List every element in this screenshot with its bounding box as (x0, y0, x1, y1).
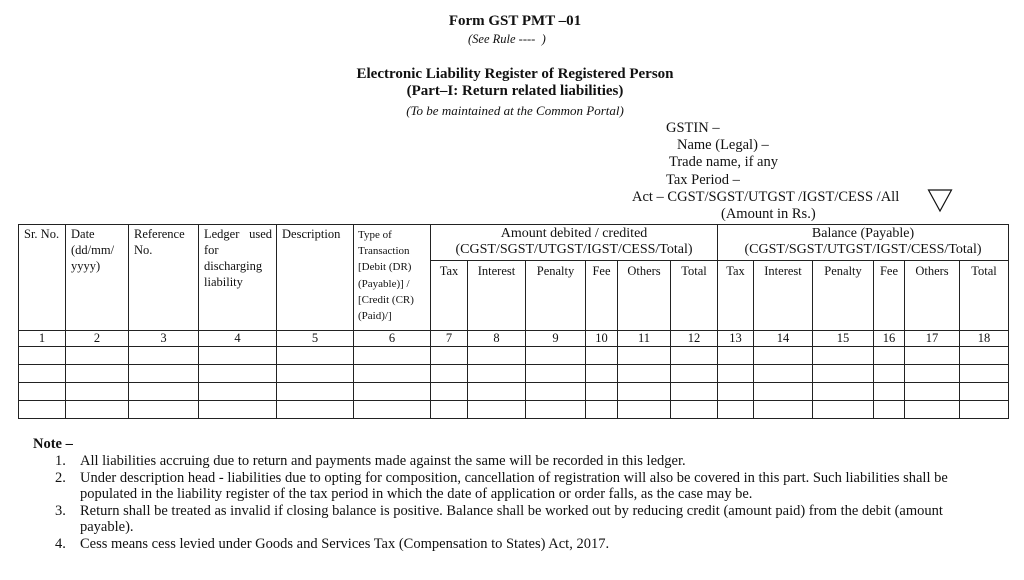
note-item (55, 470, 995, 503)
note-number: 4. (55, 535, 66, 552)
table-row (19, 347, 1009, 365)
table-row (19, 383, 1009, 401)
column-number: 6 (354, 331, 431, 347)
balance-col-interest: Interest (754, 261, 813, 331)
table-cell (19, 365, 66, 383)
table-cell (671, 365, 718, 383)
register-title-line1: Electronic Liability Register of Registered Person (356, 66, 674, 82)
amount-col-fee: Fee (586, 261, 618, 331)
balance-group-line1: Balance (Payable) (811, 226, 915, 241)
table-cell (354, 365, 431, 383)
table-cell (468, 347, 526, 365)
table-cell (468, 383, 526, 401)
table-cell (813, 401, 874, 419)
tax-period-field: Tax Period – (666, 172, 740, 188)
table-cell (129, 383, 199, 401)
table-cell (354, 383, 431, 401)
column-number: 4 (199, 331, 277, 347)
table-cell (960, 365, 1009, 383)
table-cell (718, 347, 754, 365)
note-item (55, 503, 995, 536)
column-number: 12 (671, 331, 718, 347)
table-cell (66, 347, 129, 365)
table-cell (431, 347, 468, 365)
table-cell (813, 383, 874, 401)
down-triangle-icon[interactable] (927, 188, 953, 214)
column-number: 13 (718, 331, 754, 347)
table-cell (874, 365, 905, 383)
table-cell (618, 401, 671, 419)
balance-col-tax: Tax (718, 261, 754, 331)
column-number: 9 (526, 331, 586, 347)
table-cell (586, 365, 618, 383)
header-row-groups (19, 225, 1009, 261)
table-cell (874, 401, 905, 419)
notes-heading: Note – (33, 436, 73, 452)
balance-col-total: Total (960, 261, 1009, 331)
table-cell (468, 365, 526, 383)
table-cell (526, 347, 586, 365)
note-text: Under description head - liabilities due to opting for composition, cancellation of registration will also be covered in this part. Such liabilities shall be populated in the liability register of the tax period in which the date of application or order falls, as the case may be. (80, 469, 948, 502)
column-number: 1 (19, 331, 66, 347)
col-sr-no: Sr. No. (19, 225, 66, 331)
table-cell (754, 365, 813, 383)
note-number: 3. (55, 502, 66, 519)
balance-payable-group (718, 225, 1009, 261)
table-cell (586, 347, 618, 365)
note-item (55, 453, 995, 470)
col-date (66, 225, 129, 331)
table-cell (960, 401, 1009, 419)
register-title-line2: (Part–I: Return related liabilities) (406, 83, 624, 99)
balance-col-fee: Fee (874, 261, 905, 331)
column-number: 18 (960, 331, 1009, 347)
table-cell (66, 365, 129, 383)
amount-col-others: Others (618, 261, 671, 331)
table-cell (199, 383, 277, 401)
table-cell (431, 365, 468, 383)
table-cell (905, 383, 960, 401)
table-cell (19, 383, 66, 401)
amount-group-line1: Amount debited / credited (500, 226, 648, 241)
trade-name-field: Trade name, if any (669, 154, 778, 170)
table-cell (754, 401, 813, 419)
table-cell (960, 347, 1009, 365)
note-text: Return shall be treated as invalid if closing balance is positive. Balance shall be worked out by reducing credit (amount paid) from the debit (amount payable). (80, 502, 943, 535)
table-cell (277, 383, 354, 401)
table-cell (468, 401, 526, 419)
col-date-line1: Date (71, 227, 95, 241)
table-cell (431, 383, 468, 401)
register-subtitle: (To be maintained at the Common Portal) (406, 103, 624, 118)
column-number: 8 (468, 331, 526, 347)
gstin-field: GSTIN – (666, 120, 720, 136)
table-cell (718, 401, 754, 419)
column-number: 14 (754, 331, 813, 347)
note-number: 2. (55, 469, 66, 486)
table-cell (905, 365, 960, 383)
column-number: 10 (586, 331, 618, 347)
notes-list (55, 453, 995, 552)
table-cell (905, 347, 960, 365)
table-cell (905, 401, 960, 419)
form-title: Form GST PMT –01 (448, 13, 582, 29)
table-cell (277, 365, 354, 383)
table-cell (526, 401, 586, 419)
table-cell (354, 401, 431, 419)
table-cell (526, 383, 586, 401)
rule-reference: (See Rule ---- ) (468, 32, 546, 46)
amount-group-line2: (CGST/SGST/UTGST/IGST/CESS/Total) (455, 242, 693, 257)
col-reference-no: Reference No. (129, 225, 199, 331)
table-cell (618, 365, 671, 383)
note-text: All liabilities accruing due to return and payments made against the same will be recorded in this ledger. (80, 453, 686, 469)
amount-col-total: Total (671, 261, 718, 331)
table-cell (754, 347, 813, 365)
table-cell (19, 347, 66, 365)
table-cell (671, 383, 718, 401)
column-number: 3 (129, 331, 199, 347)
col-ledger: Ledger used for discharging liability (199, 225, 277, 331)
table-cell (874, 347, 905, 365)
table-cell (618, 383, 671, 401)
table-cell (66, 383, 129, 401)
legal-name-field: Name (Legal) – (677, 137, 769, 153)
column-number: 5 (277, 331, 354, 347)
table-cell (618, 347, 671, 365)
amount-col-tax: Tax (431, 261, 468, 331)
act-selector-label: Act – CGST/SGST/UTGST /IGST/CESS /All (632, 189, 900, 205)
note-item (55, 536, 995, 553)
table-cell (586, 383, 618, 401)
table-cell (199, 347, 277, 365)
table-row (19, 401, 1009, 419)
table-cell (129, 347, 199, 365)
table-cell (199, 365, 277, 383)
column-number-row (19, 331, 1009, 347)
table-cell (671, 347, 718, 365)
col-date-line3: yyyy) (71, 259, 101, 273)
amount-unit-label: (Amount in Rs.) (721, 206, 816, 222)
table-cell (431, 401, 468, 419)
table-cell (813, 347, 874, 365)
col-description: Description (277, 225, 354, 331)
table-cell (129, 365, 199, 383)
table-cell (354, 347, 431, 365)
column-number: 11 (618, 331, 671, 347)
liability-register-table (18, 224, 1009, 419)
table-cell (813, 365, 874, 383)
table-cell (874, 383, 905, 401)
column-number: 2 (66, 331, 129, 347)
column-number: 16 (874, 331, 905, 347)
column-number: 7 (431, 331, 468, 347)
table-cell (718, 383, 754, 401)
balance-col-penalty: Penalty (813, 261, 874, 331)
table-cell (277, 347, 354, 365)
table-cell (526, 365, 586, 383)
amount-col-penalty: Penalty (526, 261, 586, 331)
amount-col-interest: Interest (468, 261, 526, 331)
table-cell (754, 383, 813, 401)
col-date-line2: (dd/mm/ (71, 243, 115, 257)
table-cell (19, 401, 66, 419)
table-cell (960, 383, 1009, 401)
amount-debited-credited-group (431, 225, 718, 261)
table-cell (277, 401, 354, 419)
note-number: 1. (55, 453, 66, 469)
col-type-of-transaction: Type of Transaction [Debit (DR) (Payable)] / [Credit (CR) (Paid)/] (354, 225, 431, 331)
table-cell (671, 401, 718, 419)
table-cell (129, 401, 199, 419)
column-number: 17 (905, 331, 960, 347)
balance-col-others: Others (905, 261, 960, 331)
balance-group-line2: (CGST/SGST/UTGST/IGST/CESS/Total) (744, 242, 982, 257)
table-cell (66, 401, 129, 419)
note-text: Cess means cess levied under Goods and Services Tax (Compensation to States) Act, 2017. (80, 535, 610, 552)
table-cell (718, 365, 754, 383)
table-row (19, 365, 1009, 383)
column-number: 15 (813, 331, 874, 347)
table-cell (199, 401, 277, 419)
table-cell (586, 401, 618, 419)
register-title (0, 66, 1024, 100)
